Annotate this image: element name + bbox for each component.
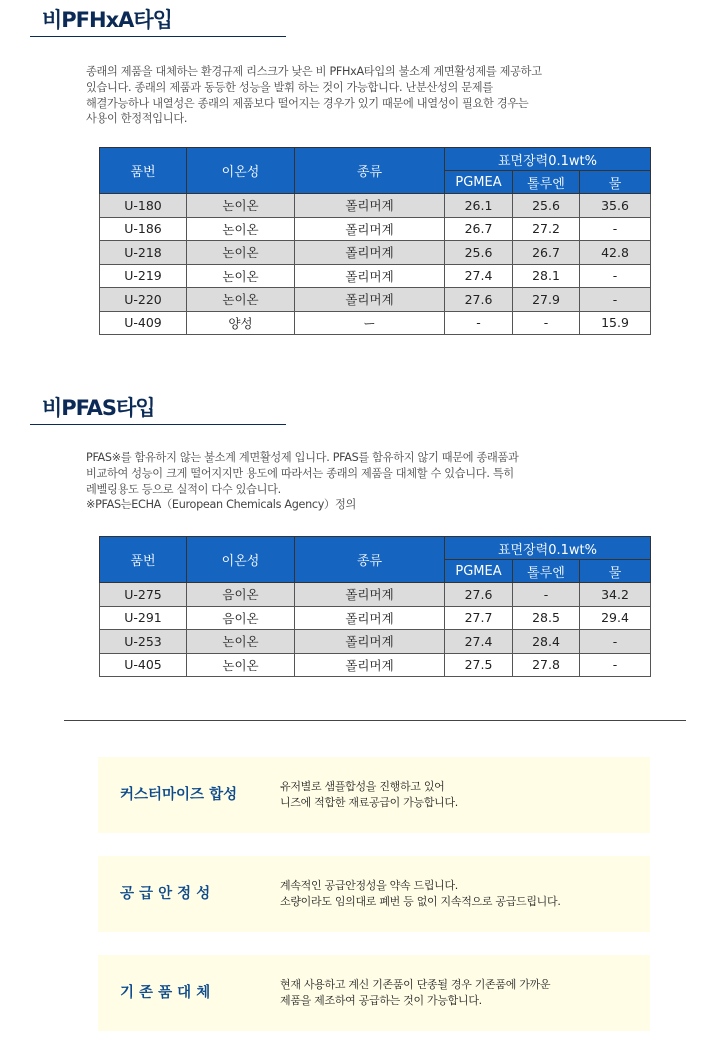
cell-pgmea: 27.6 [445,583,513,607]
cell-product-no: U-218 [100,241,187,265]
intro-line: 레벨링용도 등으로 실적이 다수 있습니다. [86,482,281,496]
cell-toluene: 25.6 [513,194,580,218]
intro-line: ※PFAS는ECHA（European Chemicals Agency）정의 [86,498,356,512]
cell-pgmea: 27.5 [445,653,513,677]
table-row [100,194,651,218]
cell-type: 폴리머계 [295,241,445,265]
feature-desc-line: 니즈에 적합한 재료공급이 가능합니다. [280,796,459,809]
cell-water: 42.8 [580,241,651,265]
cell-ionic: 음이온 [187,583,295,607]
header-product-no: 품번 [100,148,187,194]
product-table-pfas [99,536,651,677]
cell-pgmea: 27.6 [445,288,513,312]
header-pgmea: PGMEA [445,171,513,194]
cell-pgmea: - [445,311,513,335]
feature-card-replacement [98,955,650,1031]
cell-type: 폴리머계 [295,264,445,288]
intro-text-pfhxa [86,64,646,127]
cell-toluene: 27.2 [513,217,580,241]
intro-line: 해결가능하나 내열성은 종래의 제품보다 떨어지는 경우가 있기 때문에 내열성이 필요한 경우는 [86,96,529,110]
cell-type: 폴리머계 [295,217,445,241]
product-table-pfhxa [99,147,651,335]
feature-desc-line: 제품을 제조하여 공급하는 것이 가능합니다. [280,994,482,1007]
cell-ionic: 음이온 [187,606,295,630]
feature-card-supply-stability [98,856,650,932]
table-row [100,583,651,607]
cell-toluene: - [513,311,580,335]
cell-water: 29.4 [580,606,651,630]
cell-product-no: U-186 [100,217,187,241]
cell-product-no: U-220 [100,288,187,312]
intro-text-pfas [86,450,646,513]
header-type: 종류 [295,537,445,583]
feature-desc-line: 현재 사용하고 계신 기존품이 단종될 경우 기존품에 가까운 [280,978,551,991]
table-row [100,264,651,288]
cell-water: 34.2 [580,583,651,607]
title-underline [30,36,286,37]
section-title-pfas: 비PFAS타입 [42,396,155,420]
cell-ionic: 논이온 [187,217,295,241]
cell-product-no: U-291 [100,606,187,630]
cell-product-no: U-180 [100,194,187,218]
header-type: 종류 [295,148,445,194]
feature-desc-line: 유저별로 샘플합성을 진행하고 있어 [280,780,445,793]
intro-line: 비교하여 성능이 크게 떨어지지만 용도에 따라서는 종래의 제품을 대체할 수 있습니다. 특히 [86,466,514,480]
cell-product-no: U-405 [100,653,187,677]
intro-line: 종래의 제품을 대체하는 환경규제 리스크가 낮은 비 PFHxA타입의 불소계 계면활성제를 제공하고 [86,65,542,78]
cell-type: 폴리머계 [295,653,445,677]
header-water: 물 [580,171,651,194]
intro-line: 있습니다. 종래의 제품과 동등한 성능을 발휘 하는 것이 가능합니다. 난분산성의 문제를 [86,80,493,94]
cell-type: 폴리머계 [295,288,445,312]
cell-type: 폴리머계 [295,606,445,630]
header-toluene: 톨루엔 [513,560,580,583]
feature-description [280,779,458,811]
table-row [100,653,651,677]
header-product-no: 품번 [100,537,187,583]
intro-line: 사용이 한정적입니다. [86,112,188,126]
cell-water: 35.6 [580,194,651,218]
table-row [100,630,651,654]
feature-desc-line: 계속적인 공급안정성을 약속 드립니다. [280,879,459,892]
intro-line: PFAS※를 함유하지 않는 불소계 계면활성제 입니다. PFAS를 함유하지 않기 때문에 종래품과 [86,451,519,464]
header-toluene: 톨루엔 [513,171,580,194]
cell-pgmea: 26.7 [445,217,513,241]
section-divider [64,720,686,721]
cell-water: - [580,653,651,677]
header-ionic: 이온성 [187,148,295,194]
cell-pgmea: 26.1 [445,194,513,218]
cell-ionic: 논이온 [187,241,295,265]
cell-water: - [580,217,651,241]
title-underline [30,424,286,425]
cell-water: - [580,288,651,312]
cell-pgmea: 25.6 [445,241,513,265]
feature-description [280,977,550,1009]
section-title-pfhxa: 비PFHxA타입 [42,8,172,32]
cell-ionic: 논이온 [187,630,295,654]
cell-type: 폴리머계 [295,194,445,218]
header-surface-tension: 표면장력0.1wt% [445,148,651,171]
cell-ionic: 논이온 [187,194,295,218]
cell-toluene: 28.1 [513,264,580,288]
cell-product-no: U-409 [100,311,187,335]
table-row [100,241,651,265]
cell-ionic: 논이온 [187,288,295,312]
cell-toluene: - [513,583,580,607]
feature-title: 기 존 품 대 체 [120,985,211,1001]
cell-product-no: U-253 [100,630,187,654]
feature-card-custom-synthesis [98,757,650,833]
header-ionic: 이온성 [187,537,295,583]
header-water: 물 [580,560,651,583]
header-pgmea: PGMEA [445,560,513,583]
cell-pgmea: 27.4 [445,264,513,288]
feature-title: 커스터마이즈 합성 [120,787,238,803]
cell-ionic: 논이온 [187,264,295,288]
table-row [100,311,651,335]
cell-product-no: U-275 [100,583,187,607]
cell-type: ー [295,311,445,335]
feature-title: 공 급 안 정 성 [120,886,211,902]
header-surface-tension: 표면장력0.1wt% [445,537,651,560]
cell-toluene: 27.8 [513,653,580,677]
feature-description [280,878,561,910]
cell-toluene: 27.9 [513,288,580,312]
feature-desc-line: 소량이라도 임의대로 폐번 등 없이 지속적으로 공급드립니다. [280,895,561,908]
table-row [100,217,651,241]
table-row [100,606,651,630]
table-row [100,288,651,312]
cell-toluene: 28.4 [513,630,580,654]
cell-water: 15.9 [580,311,651,335]
cell-water: - [580,630,651,654]
cell-pgmea: 27.4 [445,630,513,654]
cell-type: 폴리머계 [295,583,445,607]
cell-type: 폴리머계 [295,630,445,654]
cell-water: - [580,264,651,288]
cell-ionic: 논이온 [187,653,295,677]
cell-pgmea: 27.7 [445,606,513,630]
cell-ionic: 양성 [187,311,295,335]
cell-toluene: 28.5 [513,606,580,630]
cell-product-no: U-219 [100,264,187,288]
cell-toluene: 26.7 [513,241,580,265]
